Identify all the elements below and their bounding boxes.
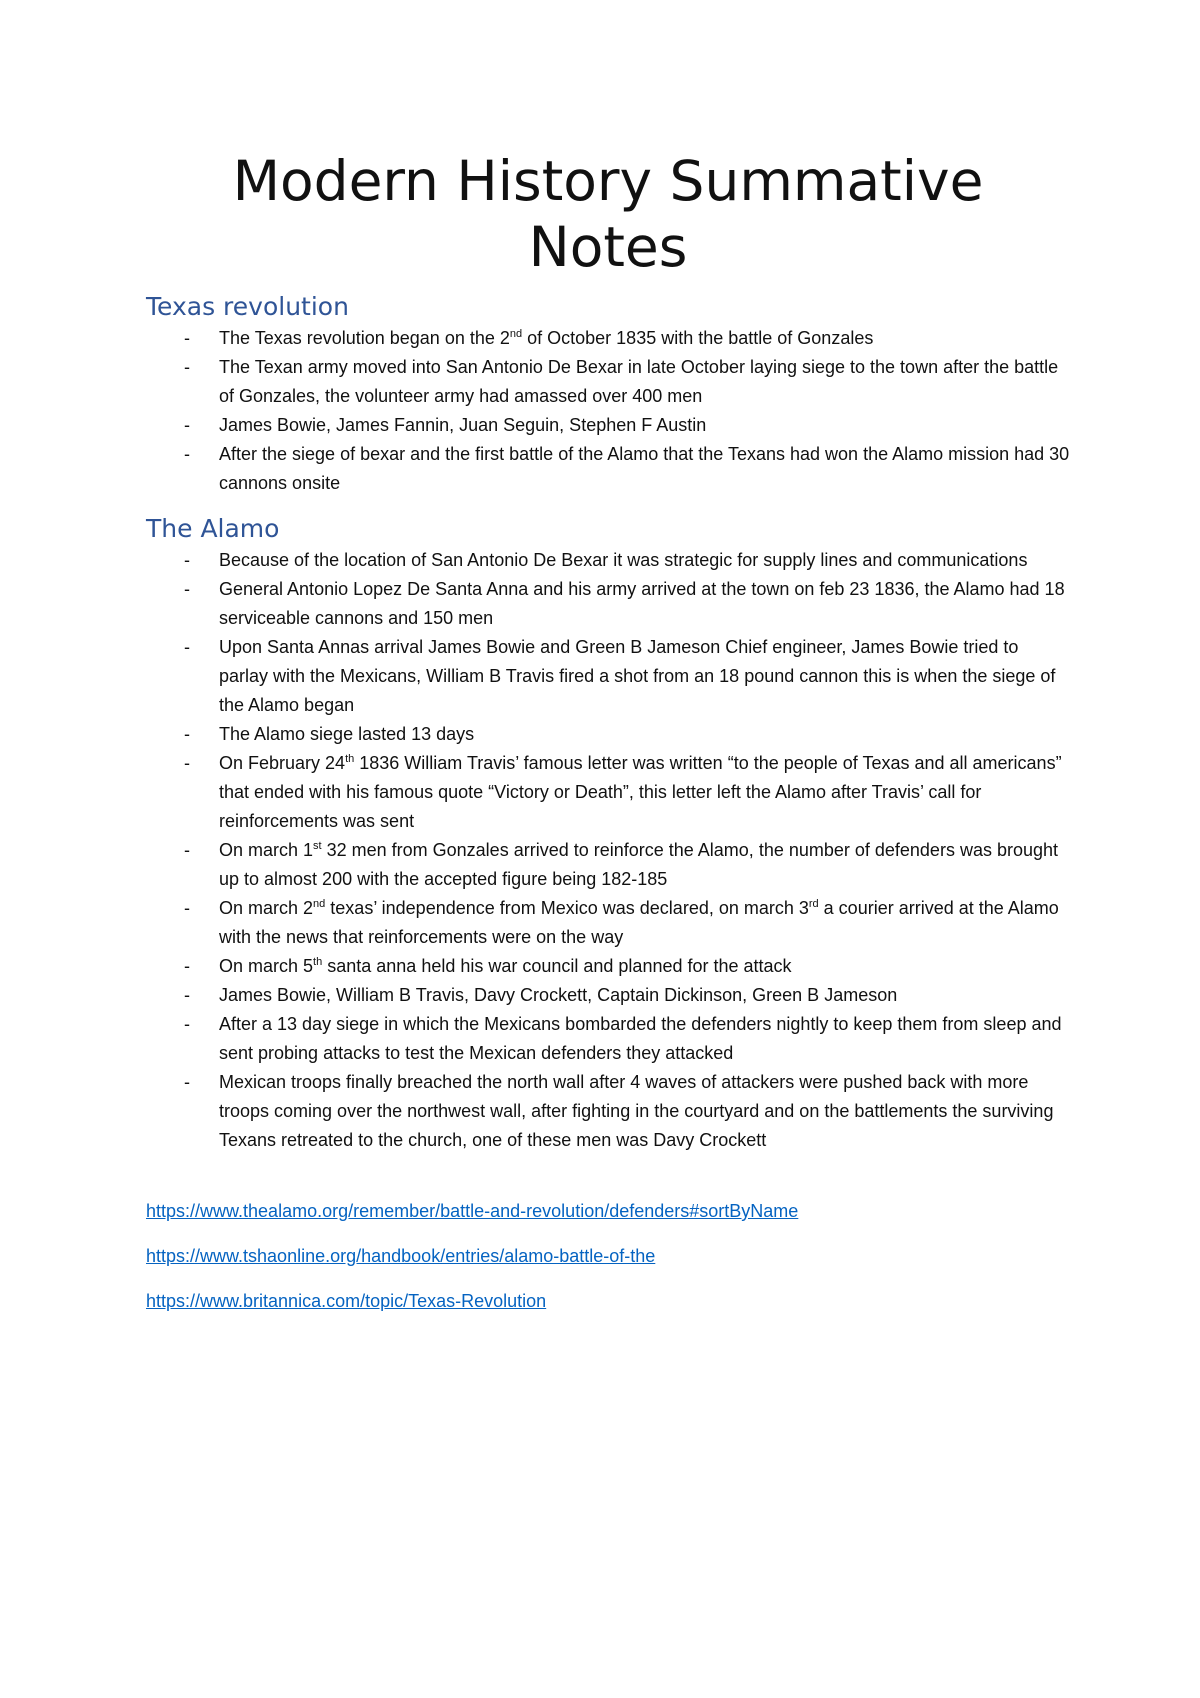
ordinal-suffix: rd <box>808 898 819 910</box>
bullet-text: After the siege of bexar and the first battle of the Alamo that the Texans had won the Alamo mission had 30 cannons onsite <box>219 444 1070 493</box>
bullet-item <box>146 1068 1070 1155</box>
bullet-dash-icon: - <box>184 357 190 377</box>
bullet-dash-icon: - <box>184 985 190 1005</box>
bullet-text: The Alamo siege lasted 13 days <box>219 724 475 744</box>
bullet-text: Upon Santa Annas arrival James Bowie and Green B Jameson Chief engineer, James Bowie tried to parlay with the Mexicans, William B Travis fired a shot from an 18 pound cannon this is when the siege of the Alamo began <box>219 637 1056 715</box>
bullet-text: After a 13 day siege in which the Mexicans bombarded the defenders nightly to keep them from sleep and sent probing attacks to test the Mexican defenders they attacked <box>219 1014 1062 1063</box>
bullet-item <box>146 720 1070 749</box>
bullet-item <box>146 952 1070 981</box>
bullet-text: 32 men from Gonzales arrived to reinforce the Alamo, the number of defenders was brought up to almost 200 with the accepted figure being 182-185 <box>219 840 1059 889</box>
bullet-item <box>146 575 1070 633</box>
bullet-text: of October 1835 with the battle of Gonzales <box>522 328 874 348</box>
bullet-text: On march 5 <box>219 956 314 976</box>
bullet-dash-icon: - <box>184 579 190 599</box>
ordinal-suffix: th <box>313 956 323 968</box>
bullet-text: Mexican troops finally breached the north wall after 4 waves of attackers were pushed back with more troops coming over the northwest wall, after fighting in the courtyard and on the battlements the surviving Texans retreated to the church, one of these men was Davy Crockett <box>219 1072 1054 1150</box>
reference-link-tshaonline[interactable]: https://www.tshaonline.org/handbook/entries/alamo-battle-of-the <box>146 1246 656 1266</box>
document-title: Modern History Summative Notes <box>232 149 984 279</box>
bullet-text: a courier arrived at the Alamo with the news that reinforcements were on the way <box>219 898 1059 947</box>
bullet-dash-icon: - <box>184 840 190 860</box>
bullet-text: On march 1 <box>219 840 314 860</box>
bullet-dash-icon: - <box>184 328 190 348</box>
bullet-dash-icon: - <box>184 550 190 570</box>
bullet-item <box>146 324 1070 353</box>
ordinal-suffix: nd <box>509 328 523 340</box>
bullet-text: The Texas revolution began on the 2 <box>219 328 510 348</box>
bullet-text: General Antonio Lopez De Santa Anna and his army arrived at the town on feb 23 1836, the Alamo had 18 serviceable cannons and 150 men <box>219 579 1065 628</box>
bullet-text: On February 24 <box>219 753 346 773</box>
bullet-text: Because of the location of San Antonio De Bexar it was strategic for supply lines and communications <box>219 550 1028 570</box>
bullet-item <box>146 440 1070 498</box>
bullet-dash-icon: - <box>184 637 190 657</box>
reference-link-row <box>146 1197 1070 1226</box>
bullet-dash-icon: - <box>184 956 190 976</box>
bullet-text: texas’ independence from Mexico was declared, on march 3 <box>325 898 809 918</box>
bullet-text: 1836 William Travis’ famous letter was written “to the people of Texas and all americans” that ended with his famous quote “Victory or Death”, this letter left the Alamo after Travis’ call for reinforcements was sent <box>219 753 1062 831</box>
bullet-item <box>146 546 1070 575</box>
bullet-item <box>146 836 1070 894</box>
bullet-item <box>146 633 1070 720</box>
reference-link-row <box>146 1242 1070 1271</box>
bullet-dash-icon: - <box>184 444 190 464</box>
ordinal-suffix: st <box>313 840 322 852</box>
bullet-text: James Bowie, James Fannin, Juan Seguin, Stephen F Austin <box>219 415 707 435</box>
ordinal-suffix: th <box>345 753 355 765</box>
bullet-item <box>146 353 1070 411</box>
bullet-list-texas-revolution <box>146 324 1070 498</box>
bullet-list-the-alamo <box>146 546 1070 1155</box>
reference-link-thealamo[interactable]: https://www.thealamo.org/remember/battle-and-revolution/defenders#sortByName <box>146 1201 799 1221</box>
bullet-dash-icon: - <box>184 724 190 744</box>
bullet-dash-icon: - <box>184 898 190 918</box>
bullet-dash-icon: - <box>184 1072 190 1092</box>
bullet-item <box>146 981 1070 1010</box>
reference-link-row <box>146 1287 1070 1316</box>
ordinal-suffix: nd <box>313 898 326 910</box>
reference-link-britannica[interactable]: https://www.britannica.com/topic/Texas-Revolution <box>146 1291 547 1311</box>
bullet-text: James Bowie, William B Travis, Davy Crockett, Captain Dickinson, Green B Jameson <box>219 985 898 1005</box>
bullet-text: On march 2 <box>219 898 314 918</box>
bullet-item <box>146 411 1070 440</box>
bullet-dash-icon: - <box>184 415 190 435</box>
section-heading-the-alamo: The Alamo <box>146 514 280 543</box>
bullet-dash-icon: - <box>184 753 190 773</box>
bullet-dash-icon: - <box>184 1014 190 1034</box>
bullet-item <box>146 1010 1070 1068</box>
bullet-text: santa anna held his war council and planned for the attack <box>322 956 792 976</box>
reference-links <box>146 1197 1070 1316</box>
bullet-item <box>146 749 1070 836</box>
section-heading-texas-revolution: Texas revolution <box>146 292 349 321</box>
bullet-text: The Texan army moved into San Antonio De Bexar in late October laying siege to the town after the battle of Gonzales, the volunteer army had amassed over 400 men <box>219 357 1059 406</box>
bullet-item <box>146 894 1070 952</box>
